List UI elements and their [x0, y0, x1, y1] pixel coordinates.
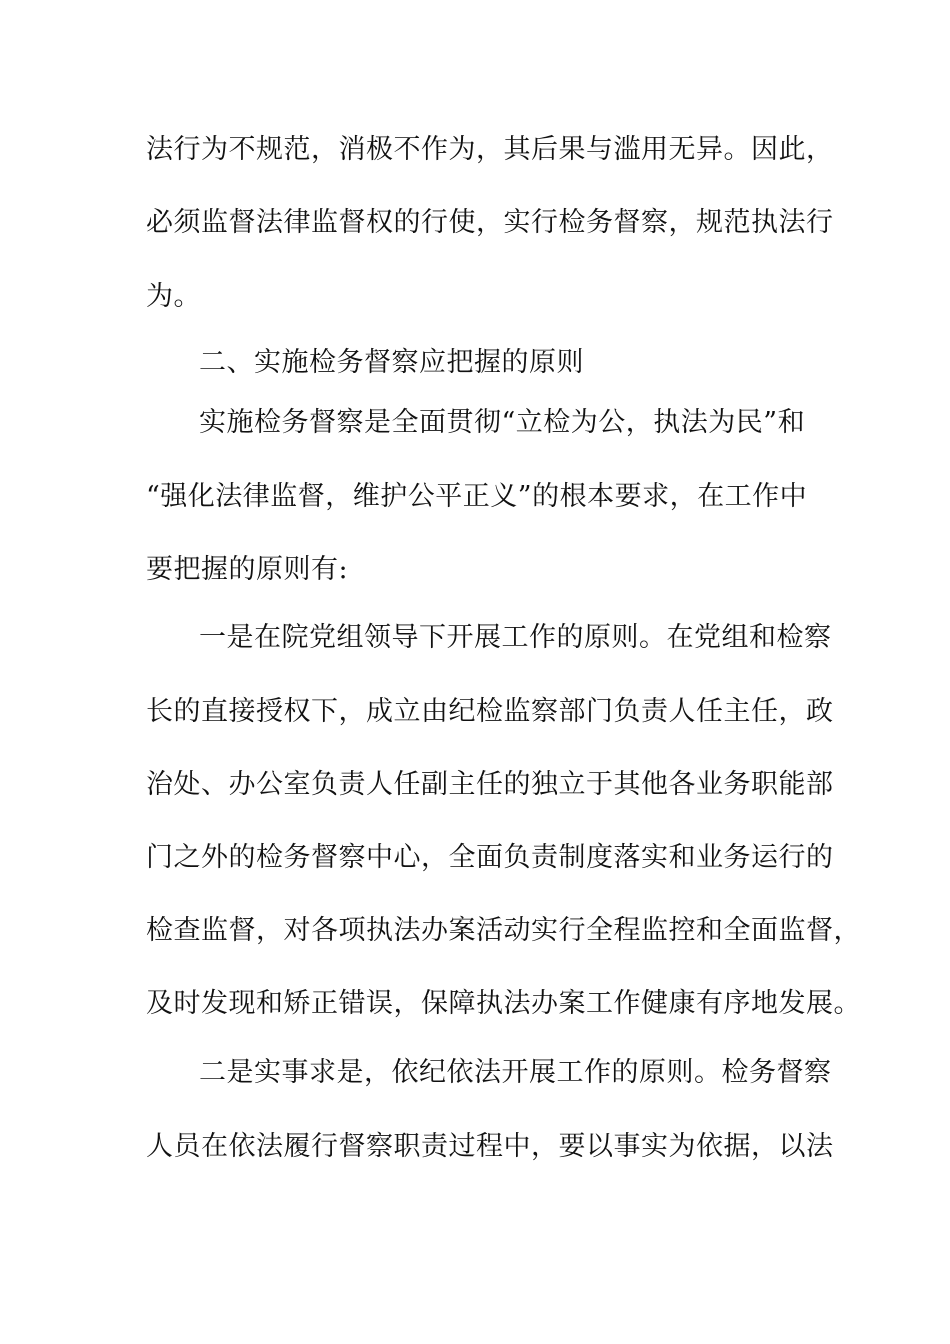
text-line-13: 及时发现和矫正错误，保障执法办案工作健康有序地发展。 — [146, 988, 861, 1019]
text-line-14: 二是实事求是，依纪依法开展工作的原则。检务督察 — [199, 1057, 832, 1088]
text-line-9: 长的直接授权下，成立由纪检监察部门负责人任主任，政 — [146, 696, 834, 727]
section-heading: 二、实施检务督察应把握的原则 — [199, 347, 584, 378]
text-line-6: “强化法律监督，维护公平正义”的根本要求，在工作中 — [146, 481, 808, 512]
text-line-15: 人员在依法履行督察职责过程中，要以事实为依据，以法 — [146, 1131, 834, 1162]
text-line-7: 要把握的原则有: — [146, 554, 349, 585]
text-line-5: 实施检务督察是全面贯彻“立检为公，执法为民”和 — [199, 407, 806, 438]
text-line-10: 治处、办公室负责人任副主任的独立于其他各业务职能部 — [146, 769, 834, 800]
text-line-11: 门之外的检务督察中心，全面负责制度落实和业务运行的 — [146, 842, 834, 873]
text-line-12: 检查监督，对各项执法办案活动实行全程监控和全面监督， — [146, 915, 861, 946]
text-line-3: 为。 — [146, 281, 201, 312]
text-line-2: 必须监督法律监督权的行使，实行检务督察，规范执法行 — [146, 207, 834, 238]
text-line-8: 一是在院党组领导下开展工作的原则。在党组和检察 — [199, 622, 832, 653]
text-line-1: 法行为不规范，消极不作为，其后果与滥用无异。因此， — [146, 134, 834, 165]
